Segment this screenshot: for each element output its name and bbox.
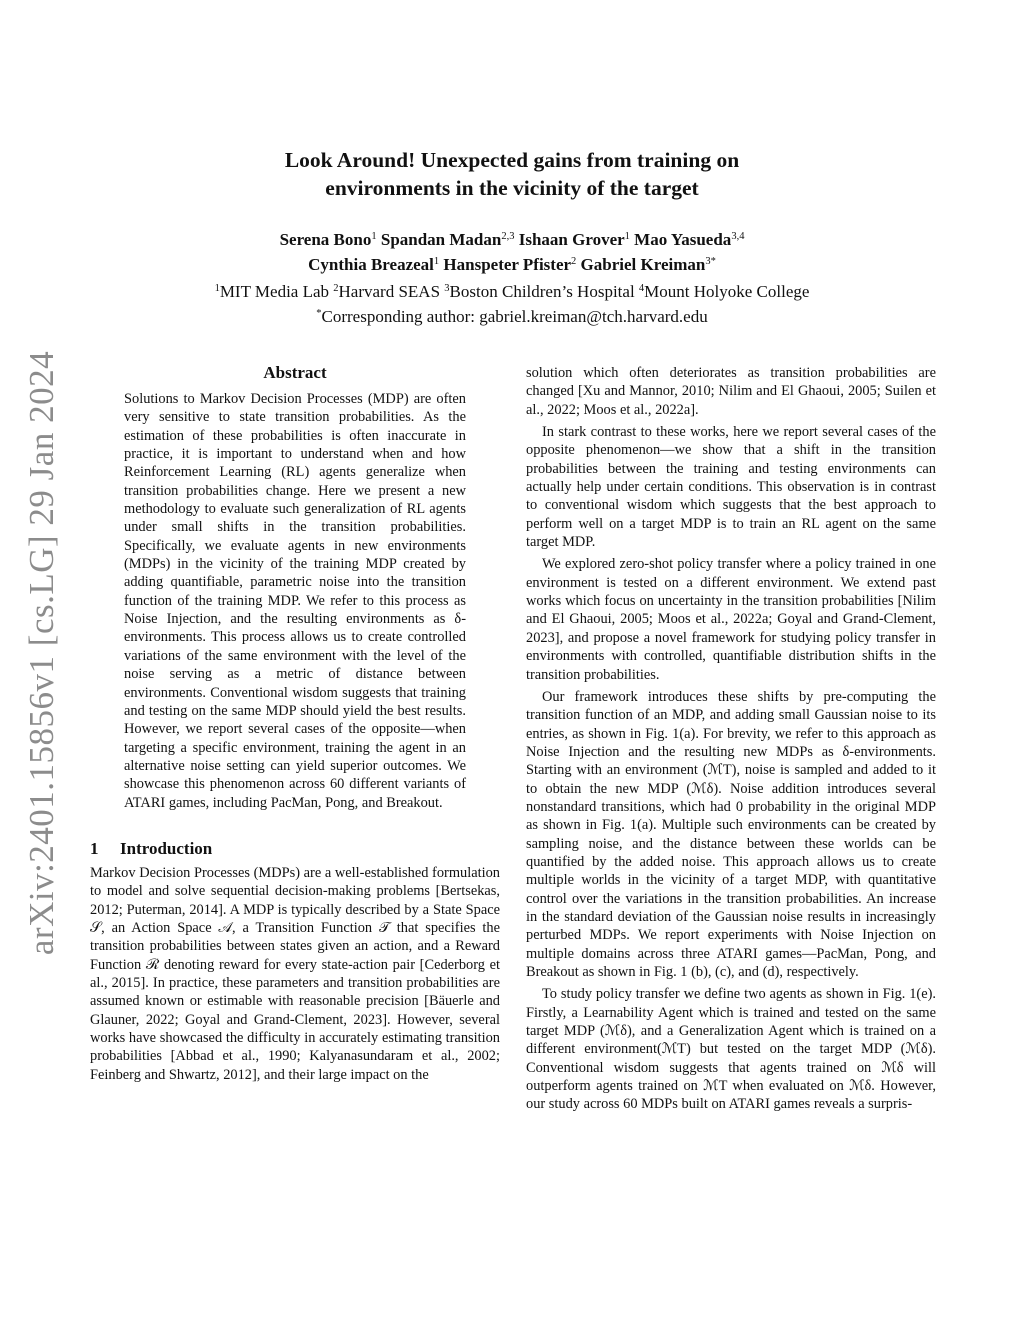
affiliation: $^1$MIT Media Lab <box>214 282 330 301</box>
left-column <box>90 362 500 1084</box>
affiliation: $^3$Boston Children’s Hospital <box>444 282 635 301</box>
author: Hanspeter Pfister$^2$ <box>443 255 577 274</box>
title-line-1: Look Around! Unexpected gains from training on <box>284 148 740 172</box>
author-list <box>120 227 904 277</box>
body-paragraph: In stark contrast to these works, here we report several cases of the opposite phenomenon—we show that a shift in the transition probabilities between the training and testing environments can actually help under certain conditions. This observation is in contrast to conventional wisdom which suggests that the best approach to perform well on a target MDP is to train an RL agent on the same target MDP. <box>526 424 936 551</box>
affiliation: $^2$Harvard SEAS <box>333 282 441 301</box>
body-paragraph: To study policy transfer we define two agents as shown in Fig. 1(e). Firstly, a Learnability Agent which is trained and tested on the same target MDP (ℳδ), and a Generalization Agent which is trained on a different environment(ℳT) but tested on the target MDP (ℳδ). Conventional wisdom suggests that agents trained on ℳδ will outperform agents trained on ℳT when evaluated on ℳδ. However, our study across 60 MDPs built on ATARI games reveals a surpris- <box>526 986 936 1113</box>
title-block <box>120 146 904 329</box>
title-line-2: environments in the vicinity of the target <box>325 176 699 200</box>
section-title: Introduction <box>120 838 213 858</box>
author: Gabriel Kreiman$^{3*}$ <box>580 255 716 274</box>
body-paragraph: We explored zero-shot policy transfer where a policy trained in one environment is tested on a different environment. We extend past works which focus on uncertainty in the transition probabilities [Nilim and El Ghaoui, 2005; Moos et al., 2022a; Goyal and Grand-Clement, 2023], and propose a novel framework for studying policy transfer in environments with controlled, quantifiable distribution shifts in the transition probabilities. <box>526 556 936 683</box>
abstract-heading: Abstract <box>263 363 327 382</box>
corresponding-author: *Corresponding author: gabriel.kreiman@tch.harvard.edu <box>316 307 708 326</box>
section-number: 1 <box>90 838 99 858</box>
author: Mao Yasueda$^{3,4}$ <box>634 230 745 249</box>
author: Serena Bono$^1$ <box>279 230 377 249</box>
affiliation: $^4$Mount Holyoke College <box>638 282 810 301</box>
arxiv-identifier-margin <box>16 350 68 955</box>
paper-title <box>120 146 904 202</box>
affiliations <box>120 279 904 329</box>
body-paragraph: Our framework introduces these shifts by pre-computing the transition function of an MDP, and adding small Gaussian noise to its entries, as shown in Fig. 1(a). For brevity, we refer to this approach as Noise Injection and the resulting new MDPs as δ-environments. Starting with an environment (ℳT), noise is sampled and added to it to obtain the new MDP (ℳδ). Noise addition introduces several nonstandard transitions, which had 0 probability in the original MDP as shown in Fig. 1(a). Multiple such environments can be created by sampling noise, and the distance between these worlds can be quantified by the added noise. This approach allows us to create multiple worlds in the vicinity of a target MDP, with quantitative control over the variations in the transition probabilities. An increase in the standard deviation of the Gaussian noise results in increasingly perturbed MDPs. We report experiments with Noise Injection on multiple domains across three ATARI games—PacMan, Pong, and Breakout as shown in Fig. 1 (b), (c), and (d), respectively. <box>526 688 936 980</box>
author: Cynthia Breazeal$^1$ <box>308 255 440 274</box>
body-paragraph: solution which often deteriorates as transition probabilities are changed [Xu and Mannor, 2010; Nilim and El Ghaoui, 2005; Suilen et al., 2022; Moos et al., 2022a]. <box>526 365 936 418</box>
author-line-1 <box>120 227 904 252</box>
arxiv-identifier: arXiv:2401.15856v1 [cs.LG] 29 Jan 2024 <box>22 350 62 955</box>
author: Ishaan Grover$^1$ <box>518 230 630 249</box>
author-line-2 <box>120 252 904 277</box>
intro-paragraph: Markov Decision Processes (MDPs) are a well-established formulation to model and solve sequential decision-making problems [Bertsekas, 2012; Puterman, 2014]. A MDP is typically described by a State Space 𝒮, an Action Space 𝒜, a Transition Function 𝒯 that specifies the transition probabilities between states given an action, and a Reward Function ℛ denoting reward for every state-action pair [Cederborg et al., 2015]. In practice, these parameters and transition probabilities are assumed known or estimable with reasonable precision [Bäuerle and Glauner, 2022; Goyal and Grand-Clement, 2023]. However, several works have showcased the difficulty in accurately estimating transition probabilities [Abbad et al., 1990; Kalyanasundaram et al., 2002; Feinberg and Shwartz, 2012], and their large impact on the <box>90 864 500 1083</box>
abstract-text: Solutions to Markov Decision Processes (MDP) are often very sensitive to state transition probabilities. As the estimation of these probabilities is often inaccurate in practice, it is important to understand when and how Reinforcement Learning (RL) agents generalize when transition probabilities change. Here we present a new methodology to evaluate such generalization of RL agents under small shifts in the transition probabilities. Specifically, we evaluate agents in new environments (MDPs) in the vicinity of the training MDP created by adding quantifiable, parametric noise into the transition function of the training MDP. We refer to this process as Noise Injection, and the resulting environments as δ-environments. This process allows us to create controlled variations of the same environment with the level of the noise serving as a metric of distance between environments. Conventional wisdom suggests that training and testing on the same MDP should yield the best results. However, we report several cases of the opposite—when targeting a specific environment, training the agent in an alternative noise setting can yield superior outcomes. We showcase this phenomenon across 60 different variants of ATARI games, including PacMan, Pong, and Breakout. <box>124 391 466 811</box>
section-heading <box>90 838 500 860</box>
affiliation-line <box>120 279 904 304</box>
right-column <box>526 364 936 1114</box>
author: Spandan Madan$^{2,3}$ <box>380 230 515 249</box>
